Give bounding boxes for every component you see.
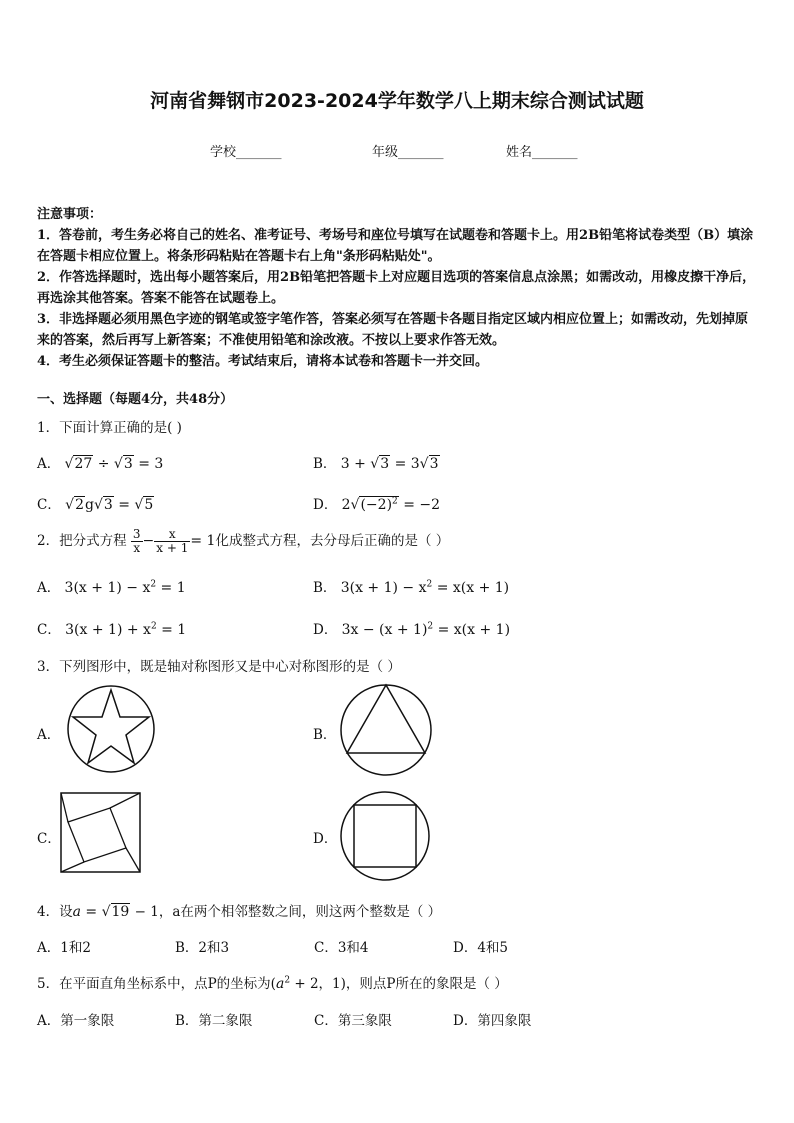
q5-option-c: C．第三象限	[314, 1013, 392, 1029]
coefficient: 2	[341, 497, 351, 513]
question-5-stem	[37, 972, 508, 992]
result: = 3	[394, 456, 420, 472]
stem-text: + 2，1)，则点P所在的象限是（ ）	[290, 976, 508, 992]
fraction	[131, 528, 143, 555]
page-title: 河南省舞钢市2023-2024学年数学八上期末综合测试试题	[150, 90, 644, 112]
result: = x(x + 1)	[433, 622, 511, 638]
result: = x(x + 1)	[432, 580, 510, 596]
section-heading: 一、选择题（每题4分，共48分）	[37, 392, 234, 407]
radicand: 3	[380, 456, 390, 472]
result: = 1	[156, 580, 186, 596]
option-label: B．	[313, 456, 337, 472]
q3-option-a-label: A．	[37, 727, 61, 743]
q1-option-c: C． √2g√3 = √5	[37, 497, 154, 513]
notes-block	[37, 204, 759, 372]
operator: =	[85, 904, 98, 920]
notes-heading: 注意事项：	[37, 207, 103, 222]
stem-text: 2．把分式方程	[37, 533, 127, 549]
q1-option-b: B． 3 + √3 = 3√3	[313, 456, 439, 472]
note-item: 3．非选择题必须用黑色字迹的钢笔或签字笔作答，答案必须写在答题卡各题目指定区域内相应位置上；如需改动，先划掉原来的答案，然后再写上新答案；不准使用铅笔和涂改液。不按以上要求作答无效。	[37, 312, 749, 348]
radicand: 3	[103, 497, 113, 513]
radicand: 3	[123, 456, 133, 472]
q2-option-a	[37, 576, 186, 596]
q4-option-d: D．4和5	[453, 940, 509, 956]
exponent: 2	[150, 621, 157, 632]
expression: 3x − (x + 1)	[341, 622, 428, 638]
q4-option-b: B．2和3	[175, 940, 230, 956]
numerator: 3	[132, 527, 141, 541]
option-label: A．	[37, 580, 61, 596]
square-pinwheel-figure	[60, 792, 142, 874]
note-item: 2．作答选择题时，选出每小题答案后，用2B铅笔把答题卡上对应题目选项的答案信息点涂黑；如需改动，用橡皮擦干净后，再选涂其他答案。答案不能答在试题卷上。	[37, 270, 756, 306]
expression: 3(x + 1) + x	[65, 622, 151, 638]
denominator: x + 1	[156, 541, 189, 555]
radicand: 19	[111, 904, 130, 920]
radicand: 2	[75, 497, 84, 513]
option-label: C．	[37, 497, 61, 513]
result: = −2	[403, 497, 441, 513]
variable: a	[72, 904, 81, 920]
question-3-stem: 3．下列图形中，既是轴对称图形又是中心对称图形的是（ ）	[37, 659, 401, 675]
circle-star-figure	[60, 683, 162, 775]
option-label: C．	[37, 622, 61, 638]
circle-square-figure	[338, 789, 432, 883]
q4-option-a: A．1和2	[37, 940, 91, 956]
term: 3 +	[340, 456, 366, 472]
exponent: 2	[150, 579, 157, 590]
q5-option-b: B．第二象限	[175, 1013, 253, 1029]
exponent: 2	[392, 496, 398, 507]
variable: a	[275, 976, 285, 992]
operator: g	[84, 497, 94, 513]
option-label: A．	[37, 456, 61, 472]
name-field: 姓名_______	[506, 145, 578, 160]
q4-option-c: C．3和4	[314, 940, 369, 956]
q5-option-a: A．第一象限	[37, 1013, 115, 1029]
stem-text: 4．设	[37, 904, 73, 920]
exponent: 2	[284, 975, 291, 986]
option-label: B．	[313, 580, 337, 596]
q3-option-b-label: B．	[313, 727, 337, 743]
result: = 1	[190, 533, 216, 549]
school-field: 学校_______	[210, 145, 282, 160]
expression: 3(x + 1) − x	[340, 580, 427, 596]
stem-text: − 1，a在两个相邻整数之间，则这两个整数是（ ）	[134, 904, 442, 920]
option-label: D．	[313, 622, 338, 638]
q2-option-d	[313, 618, 510, 638]
q3-option-c-label: C．	[37, 831, 61, 847]
q5-option-d: D．第四象限	[453, 1013, 532, 1029]
q1-option-d: D． $2√(-2)^2 = -2$	[313, 496, 441, 513]
result: = 1	[156, 622, 187, 638]
operator: ÷	[97, 456, 110, 472]
circle-triangle-figure	[336, 682, 436, 778]
q3-option-d-label: D．	[313, 831, 338, 847]
question-1-stem: 1．下面计算正确的是( )	[37, 420, 182, 436]
fraction	[154, 528, 190, 555]
stem-text: 5．在平面直角坐标系中，点P的坐标为(	[37, 976, 276, 992]
radicand: 3	[429, 456, 439, 472]
numerator: x	[154, 528, 190, 542]
grade-field: 年级_______	[372, 145, 444, 160]
expression: 3(x + 1) − x	[64, 580, 151, 596]
q2-option-c	[37, 618, 186, 638]
operator: =	[118, 497, 130, 513]
question-2-stem	[37, 528, 449, 555]
q2-option-b	[313, 576, 509, 596]
exponent: 2	[427, 621, 434, 632]
operator: −	[142, 533, 155, 549]
radicand: 5	[144, 497, 154, 513]
note-item: 4．考生必须保证答题卡的整洁。考试结束后，请将本试卷和答题卡一并交回。	[37, 354, 489, 369]
note-item: 1．答卷前，考生务必将自己的姓名、准考证号、考场号和座位号填写在试题卷和答题卡上。用2B铅笔将试卷类型（B）填涂在答题卡相应位置上。将条形码粘贴在答题卡右上角"条形码粘贴处"。	[37, 228, 754, 264]
result: = 3	[138, 456, 164, 472]
option-label: D．	[313, 497, 338, 513]
exponent: 2	[426, 579, 433, 590]
denominator: x	[133, 541, 141, 555]
radicand: (−2)	[360, 497, 393, 513]
question-4-stem: 4．设a = √19 − 1，a在两个相邻整数之间，则这两个整数是（ ）	[37, 904, 442, 920]
radicand: 27	[74, 456, 93, 472]
stem-text: 化成整式方程，去分母后正确的是（ ）	[215, 533, 450, 549]
q1-option-a: A． √27 ÷ √3 = 3	[37, 456, 164, 472]
